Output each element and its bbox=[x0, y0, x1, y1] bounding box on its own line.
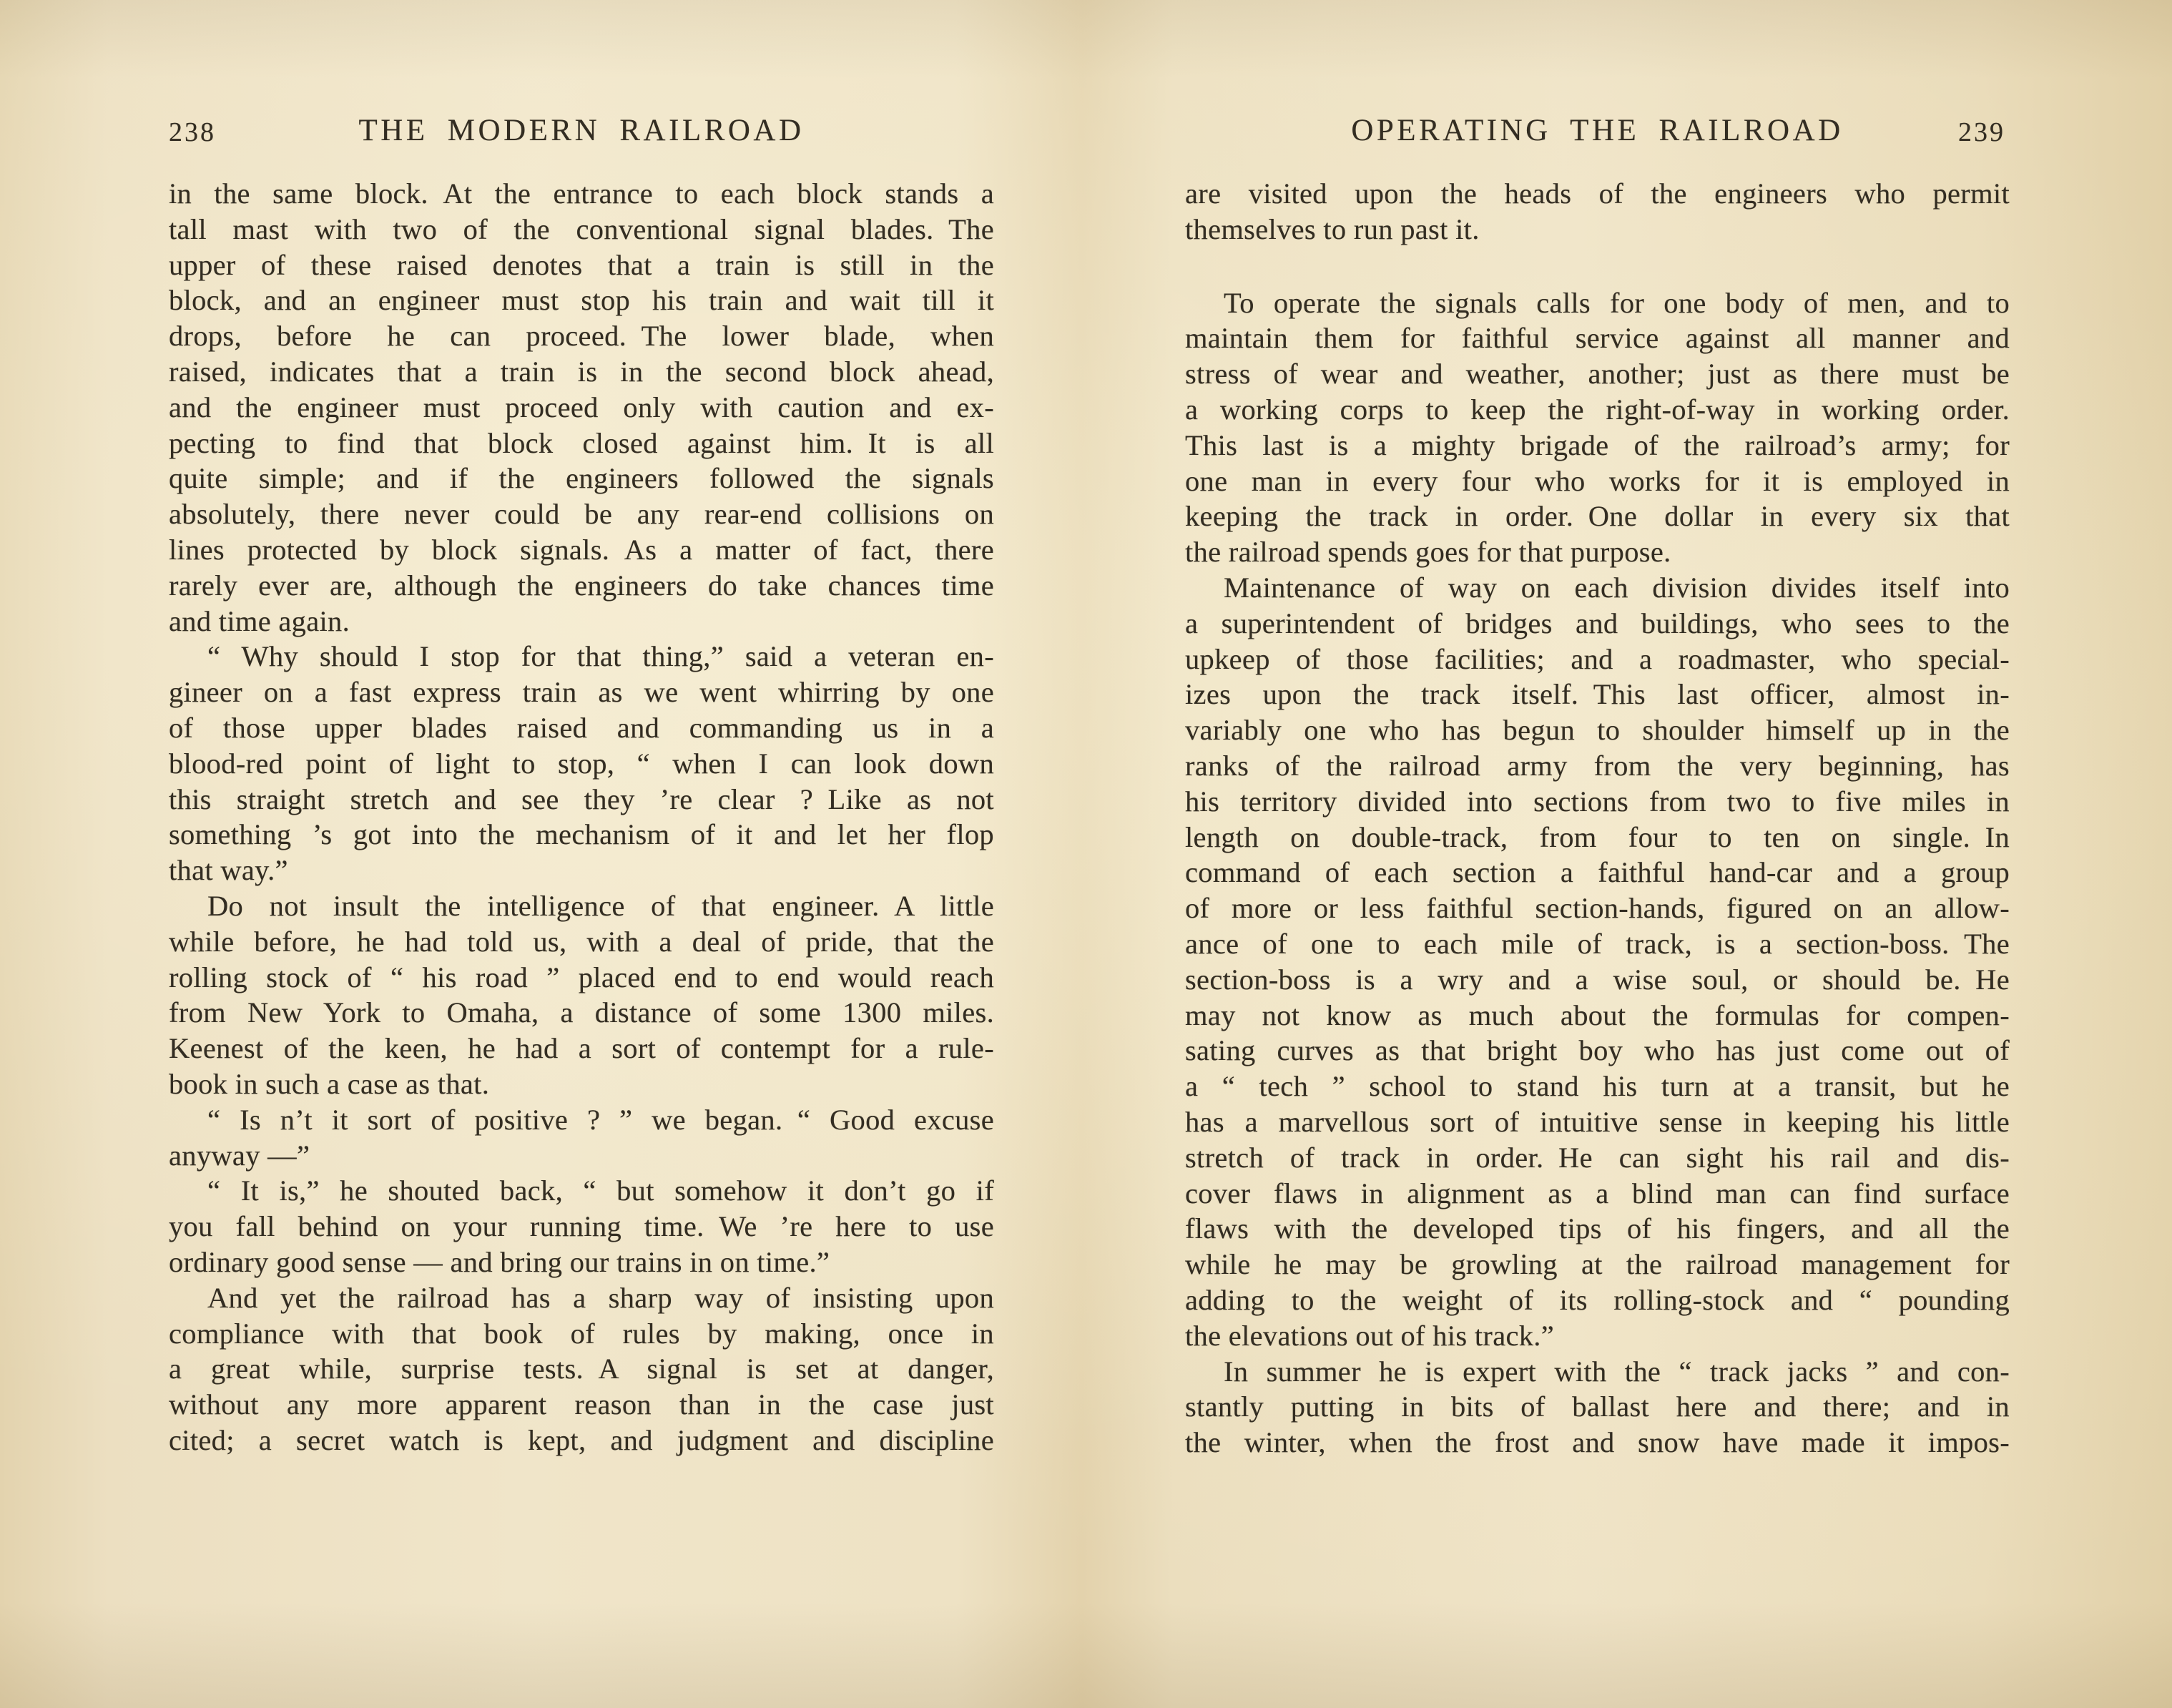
text-line: compliance with that book of rules by making, once in bbox=[169, 1317, 994, 1350]
text-line: In summer he is expert with the “ track jacks ” and con- bbox=[1224, 1355, 2010, 1388]
text-line: a “ tech ” school to stand his turn at a transit, but he bbox=[1185, 1070, 2010, 1103]
text-line: that way.” bbox=[169, 854, 288, 887]
text-line: block, and an engineer must stop his train and wait till it bbox=[169, 284, 994, 317]
text-line: Do not insult the intelligence of that engineer. A little bbox=[207, 889, 994, 922]
text-line: and the engineer must proceed only with caution and ex- bbox=[169, 391, 994, 423]
page-header-right bbox=[1185, 113, 2010, 156]
text-line: absolutely, there never could be any rear-end collisions on bbox=[169, 498, 994, 531]
text-line: And yet the railroad has a sharp way of insisting upon bbox=[207, 1281, 994, 1314]
text-line: ordinary good sense — and bring our trains in on time.” bbox=[169, 1245, 830, 1278]
text-line: upper of these raised denotes that a train is still in the bbox=[169, 248, 994, 281]
text-line: sating curves as that bright boy who has just come out of bbox=[1185, 1034, 2010, 1067]
text-line: without any more apparent reason than in the case just bbox=[169, 1388, 994, 1421]
text-line: his territory divided into sections from two to five miles in bbox=[1185, 785, 2010, 818]
text-line: one man in every four who works for it is employed in bbox=[1185, 464, 2010, 497]
text-line: has a marvellous sort of intuitive sense in keeping his little bbox=[1185, 1105, 2010, 1138]
text-line: section-boss is a wry and a wise soul, or should be. He bbox=[1185, 963, 2010, 996]
page-header-left bbox=[169, 113, 994, 156]
page-number-right: 239 bbox=[1958, 117, 2005, 147]
text-line: ranks of the railroad army from the very beginning, has bbox=[1185, 749, 2010, 782]
text-line: from New York to Omaha, a distance of some 1300 miles. bbox=[169, 996, 994, 1029]
page-body-right bbox=[1185, 176, 2010, 1461]
text-line: and time again. bbox=[169, 604, 350, 637]
text-line: lines protected by block signals. As a matter of fact, there bbox=[169, 533, 994, 566]
text-line: flaws with the developed tips of his fingers, and all the bbox=[1185, 1212, 2010, 1245]
text-line: Maintenance of way on each division divides itself into bbox=[1224, 571, 2010, 604]
text-line: Keenest of the keen, he had a sort of contempt for a rule- bbox=[169, 1032, 994, 1065]
text-line: tall mast with two of the conventional signal blades. The bbox=[169, 212, 994, 245]
text-line: pecting to find that block closed against him. It is all bbox=[169, 426, 994, 459]
text-line: the elevations out of his track.” bbox=[1185, 1319, 1554, 1352]
text-line: raised, indicates that a train is in the second block ahead, bbox=[169, 355, 994, 388]
page-number-left: 238 bbox=[169, 117, 216, 147]
text-line: you fall behind on your running time. We ’re here to use bbox=[169, 1210, 994, 1243]
text-line: something ’s got into the mechanism of it and let her flop bbox=[169, 818, 994, 851]
text-line: rolling stock of “ his road ” placed end to end would reach bbox=[169, 961, 994, 993]
text-line: command of each section a faithful hand-car and a group bbox=[1185, 856, 2010, 889]
text-line: the winter, when the frost and snow have made it impos- bbox=[1185, 1426, 2010, 1459]
text-line: cited; a secret watch is kept, and judgment and discipline bbox=[169, 1423, 994, 1456]
text-line: the railroad spends goes for that purpose. bbox=[1185, 536, 1671, 569]
text-line: this straight stretch and see they ’re clear ? Like as not bbox=[169, 782, 994, 815]
text-line: while he may be growling at the railroad management for bbox=[1185, 1248, 2010, 1281]
text-line: drops, before he can proceed. The lower blade, when bbox=[169, 320, 994, 353]
running-title-right: OPERATING THE RAILROAD bbox=[1351, 114, 1844, 147]
text-line: of those upper blades raised and commanding us in a bbox=[169, 711, 994, 744]
text-line: rarely ever are, although the engineers do take chances time bbox=[169, 569, 994, 602]
text-line: are visited upon the heads of the engineers who permit bbox=[1185, 177, 2010, 210]
text-line: may not know as much about the formulas for compen- bbox=[1185, 998, 2010, 1031]
text-line: book in such a case as that. bbox=[169, 1067, 490, 1100]
text-line: To operate the signals calls for one body of men, and to bbox=[1224, 286, 2010, 319]
text-line: upkeep of those facilities; and a roadmaster, who special- bbox=[1185, 642, 2010, 675]
text-line: stretch of track in order. He can sight his rail and dis- bbox=[1185, 1141, 2010, 1174]
text-line: izes upon the track itself. This last officer, almost in- bbox=[1185, 678, 2010, 711]
text-line: adding to the weight of its rolling-stock and “ pounding bbox=[1185, 1283, 2010, 1316]
text-line: themselves to run past it. bbox=[1185, 212, 1480, 245]
page-body-left bbox=[169, 176, 994, 1458]
text-line: a superintendent of bridges and buildings, who sees to the bbox=[1185, 607, 2010, 639]
text-line: gineer on a fast express train as we went whirring by one bbox=[169, 676, 994, 709]
text-line: ance of one to each mile of track, is a section-boss. The bbox=[1185, 927, 2010, 960]
text-line: “ It is,” he shouted back, “ but somehow it don’t go if bbox=[207, 1174, 994, 1207]
text-line: in the same block. At the entrance to each block stands a bbox=[169, 177, 994, 210]
text-line: stantly putting in bits of ballast here and there; and in bbox=[1185, 1390, 2010, 1423]
text-line: “ Is n’t it sort of positive ? ” we began. “ Good excuse bbox=[207, 1103, 994, 1136]
text-line: a working corps to keep the right-of-way in working order. bbox=[1185, 393, 2010, 426]
text-line: stress of wear and weather, another; just as there must be bbox=[1185, 358, 2010, 391]
text-line: “ Why should I stop for that thing,” said a veteran en- bbox=[207, 640, 994, 673]
text-line: length on double-track, from four to ten on single. In bbox=[1185, 820, 2010, 853]
text-line: blood-red point of light to stop, “ when I can look down bbox=[169, 747, 994, 780]
running-title-left: THE MODERN RAILROAD bbox=[358, 114, 805, 147]
text-line: a great while, surprise tests. A signal is set at danger, bbox=[169, 1353, 994, 1385]
text-line: while before, he had told us, with a deal of pride, that the bbox=[169, 925, 994, 958]
text-line: variably one who has begun to shoulder himself up in the bbox=[1185, 714, 2010, 747]
text-line: cover flaws in alignment as a blind man can find surface bbox=[1185, 1177, 2010, 1209]
text-line: of more or less faithful section-hands, figured on an allow- bbox=[1185, 892, 2010, 925]
text-line: keeping the track in order. One dollar in every six that bbox=[1185, 500, 2010, 533]
text-line: quite simple; and if the engineers followed the signals bbox=[169, 462, 994, 495]
text-line: anyway —” bbox=[169, 1139, 310, 1172]
text-line: This last is a mighty brigade of the railroad’s army; for bbox=[1185, 428, 2010, 461]
text-line: maintain them for faithful service against all manner and bbox=[1185, 322, 2010, 355]
